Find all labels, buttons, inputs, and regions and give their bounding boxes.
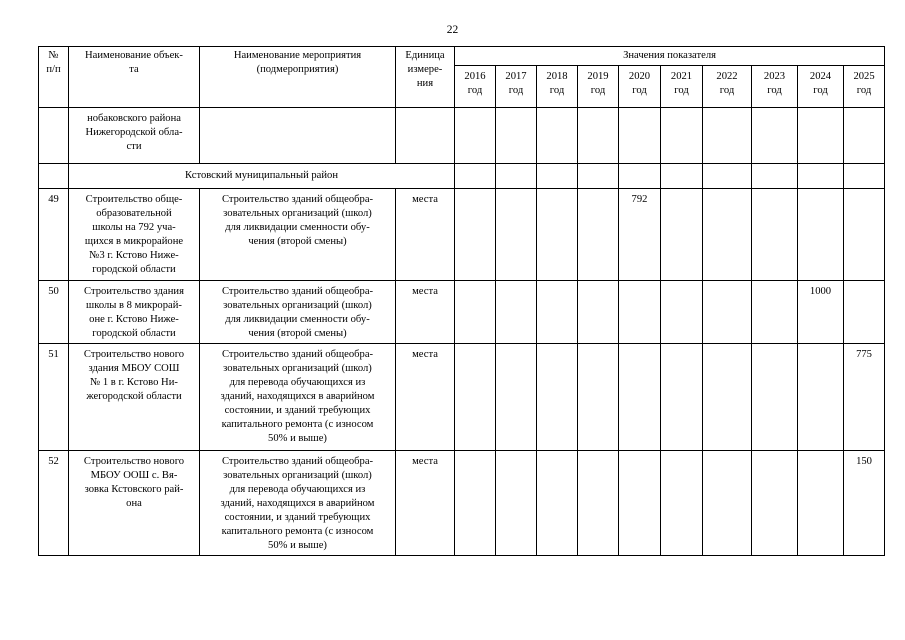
row-value bbox=[798, 189, 844, 280]
row-value bbox=[455, 450, 496, 556]
row-event: Строительство зданий общеобра- зовательных организаций (школ) для ликвидации сменности обу- чения (второй смены) bbox=[200, 189, 396, 280]
row-value bbox=[703, 280, 752, 343]
row-value bbox=[752, 280, 798, 343]
row-value: 1000 bbox=[798, 280, 844, 343]
row-value bbox=[844, 280, 885, 343]
row-value bbox=[752, 450, 798, 556]
row-value bbox=[455, 343, 496, 450]
row-value bbox=[537, 280, 578, 343]
row-object: Строительство нового здания МБОУ СОШ № 1 в г. Кстово Ни- жегородской области bbox=[69, 343, 200, 450]
row-num: 51 bbox=[39, 343, 69, 450]
row-object: Строительство здания школы в 8 микрорай- оне г. Кстово Ниже- городской области bbox=[69, 280, 200, 343]
table-row bbox=[39, 450, 885, 556]
row-value bbox=[752, 189, 798, 280]
row-value bbox=[578, 280, 619, 343]
row-value bbox=[798, 450, 844, 556]
row-object: Строительство обще- образовательной школы на 792 уча- щихся в микрорайоне №3 г. Кстово Ниже- городской области bbox=[69, 189, 200, 280]
district-row bbox=[39, 164, 885, 189]
row-value bbox=[537, 343, 578, 450]
row-value bbox=[578, 189, 619, 280]
district-name: Кстовский муниципальный район bbox=[69, 164, 455, 189]
row-value bbox=[661, 343, 703, 450]
row-value bbox=[798, 343, 844, 450]
row-value bbox=[455, 280, 496, 343]
header-year: 2022 год bbox=[703, 66, 752, 108]
row-value bbox=[496, 189, 537, 280]
row-value bbox=[619, 343, 661, 450]
row-value bbox=[661, 450, 703, 556]
table-row bbox=[39, 343, 885, 450]
row-value bbox=[455, 189, 496, 280]
row-event: Строительство зданий общеобра- зовательных организаций (школ) для перевода обучающихся из зданий, находящихся в аварийном состоянии, и зданий требующих капитального ремонта (с износом 50% и выше) bbox=[200, 343, 396, 450]
row-value: 792 bbox=[619, 189, 661, 280]
header-year: 2017 год bbox=[496, 66, 537, 108]
row-value bbox=[661, 280, 703, 343]
header-year: 2025 год bbox=[844, 66, 885, 108]
row-value: 775 bbox=[844, 343, 885, 450]
header-year: 2016 год bbox=[455, 66, 496, 108]
row-value bbox=[619, 450, 661, 556]
row-value bbox=[752, 343, 798, 450]
header-year: 2023 год bbox=[752, 66, 798, 108]
header-year: 2019 год bbox=[578, 66, 619, 108]
row-value bbox=[496, 280, 537, 343]
header-object: Наименование объек- та bbox=[69, 47, 200, 108]
row-num: 50 bbox=[39, 280, 69, 343]
indicator-table bbox=[38, 46, 885, 556]
row-value bbox=[661, 189, 703, 280]
header-year: 2021 год bbox=[661, 66, 703, 108]
continuation-object: нобаковского района Нижегородской обла- сти bbox=[69, 108, 200, 164]
row-num: 52 bbox=[39, 450, 69, 556]
row-value bbox=[703, 343, 752, 450]
row-value bbox=[578, 450, 619, 556]
header-year: 2018 год bbox=[537, 66, 578, 108]
table-body bbox=[39, 108, 885, 556]
row-value bbox=[703, 450, 752, 556]
row-event: Строительство зданий общеобра- зовательных организаций (школ) для ликвидации сменности обу- чения (второй смены) bbox=[200, 280, 396, 343]
row-unit: места bbox=[396, 450, 455, 556]
row-value bbox=[496, 450, 537, 556]
row-value bbox=[537, 189, 578, 280]
row-unit: места bbox=[396, 280, 455, 343]
header-unit: Единица измере- ния bbox=[396, 47, 455, 108]
row-unit: места bbox=[396, 343, 455, 450]
header-year: 2024 год bbox=[798, 66, 844, 108]
row-num: 49 bbox=[39, 189, 69, 280]
row-value bbox=[703, 189, 752, 280]
header-event: Наименование мероприятия (подмероприятия) bbox=[200, 47, 396, 108]
header-num: № п/п bbox=[39, 47, 69, 108]
row-value: 150 bbox=[844, 450, 885, 556]
page-number: 22 bbox=[446, 24, 459, 36]
row-value bbox=[844, 189, 885, 280]
row-value bbox=[578, 343, 619, 450]
header-values: Значения показателя bbox=[455, 47, 885, 66]
table-row bbox=[39, 189, 885, 280]
header-year: 2020 год bbox=[619, 66, 661, 108]
row-unit: места bbox=[396, 189, 455, 280]
row-value bbox=[496, 343, 537, 450]
row-object: Строительство нового МБОУ ООШ с. Вя- зовка Кстовского рай- она bbox=[69, 450, 200, 556]
table-header bbox=[39, 47, 885, 108]
continuation-row bbox=[39, 108, 885, 164]
row-value bbox=[619, 280, 661, 343]
row-event: Строительство зданий общеобра- зовательных организаций (школ) для перевода обучающихся из зданий, находящихся в аварийном состоянии, и зданий требующих капитального ремонта (с износом 50% и выше) bbox=[200, 450, 396, 556]
table-row bbox=[39, 280, 885, 343]
row-value bbox=[537, 450, 578, 556]
